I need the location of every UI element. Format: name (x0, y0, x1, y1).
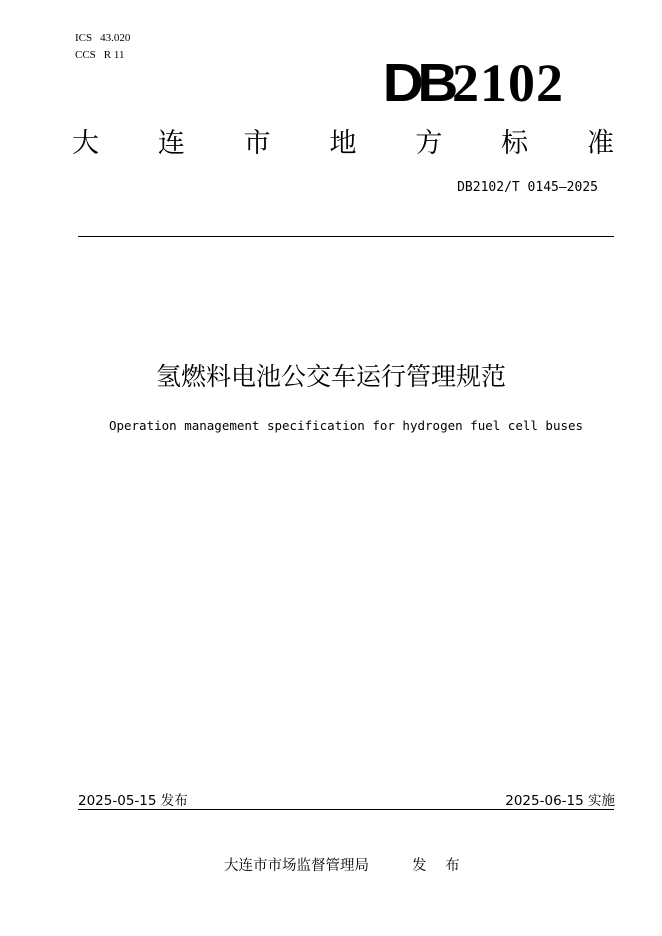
ccs-classification (75, 49, 124, 62)
standard-logo (382, 52, 564, 113)
logo-number: 2102 (452, 53, 564, 113)
publisher-label: 发 布 (412, 858, 467, 874)
standard-title (72, 124, 614, 164)
issue-date: 2025-05-15 发布 (78, 793, 188, 809)
ics-code: 43.020 (100, 32, 131, 44)
standard-title-char: 方 (415, 128, 443, 159)
standard-title-char: 地 (329, 128, 357, 159)
ccs-code: R 11 (103, 49, 125, 61)
ccs-label: CCS (75, 49, 96, 61)
ics-label: ICS (75, 32, 93, 44)
standard-number: DB2102/T 0145—2025 (457, 180, 598, 195)
publisher-name: 大连市市场监督管理局 (224, 858, 369, 874)
bottom-divider (78, 809, 614, 810)
standard-title-char: 标 (501, 128, 529, 159)
standard-title-char: 大 (72, 128, 99, 159)
standard-title-char: 市 (243, 128, 271, 159)
ics-classification (75, 32, 130, 45)
effective-date: 2025-06-15 实施 (505, 793, 615, 809)
top-divider (78, 236, 614, 237)
logo-prefix: DB (382, 53, 452, 113)
standard-title-char: 准 (586, 128, 614, 159)
standard-title-char: 连 (157, 128, 185, 159)
document-title: 氢燃料电池公交车运行管理规范 (155, 362, 506, 391)
document-subtitle: Operation management specification for hydrogen fuel cell buses (108, 418, 584, 433)
